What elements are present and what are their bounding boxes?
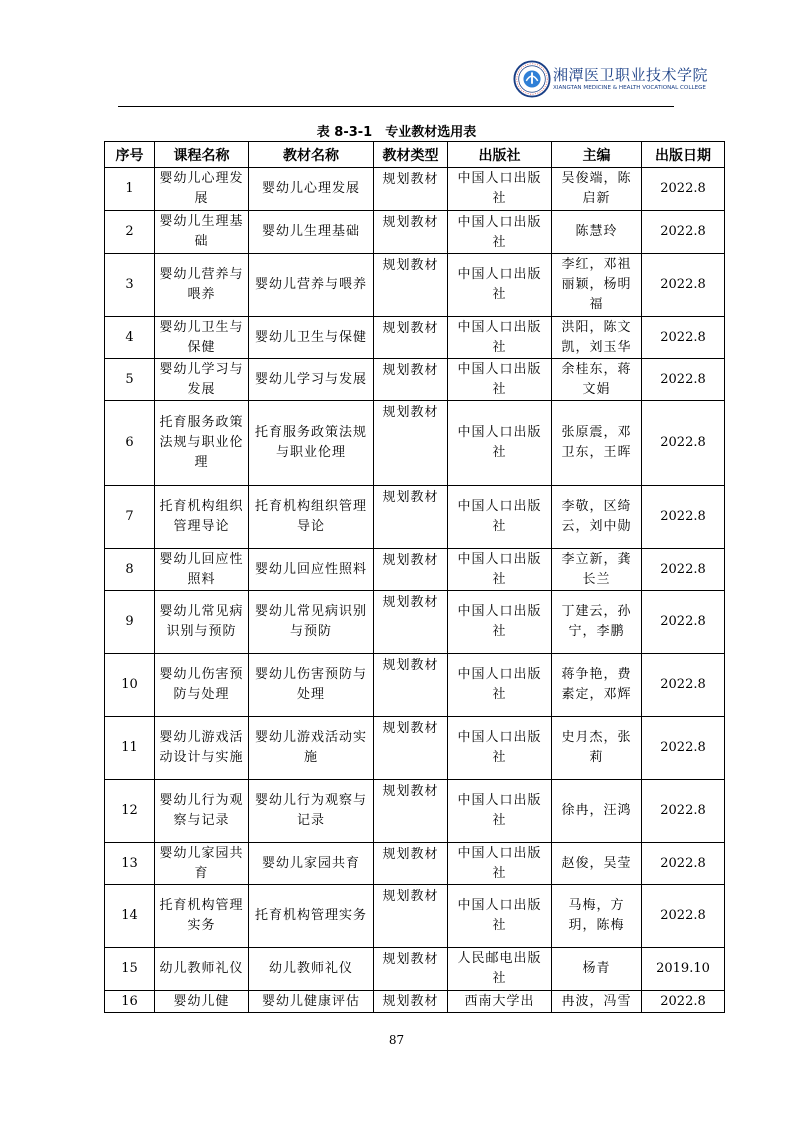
cell-publisher: 中国人口出版社 — [448, 549, 552, 591]
cell-publisher: 中国人口出版社 — [448, 254, 552, 317]
school-name: 湘潭医卫职业技术学院 — [553, 66, 709, 84]
cell-course: 婴幼儿卫生与保健 — [155, 317, 249, 359]
cell-no: 3 — [105, 254, 155, 317]
cell-type: 规划教材 — [374, 717, 448, 780]
page-header — [0, 0, 793, 110]
cell-book: 婴幼儿伤害预防与处理 — [249, 654, 374, 717]
cell-no: 15 — [105, 948, 155, 991]
cell-no: 7 — [105, 486, 155, 549]
cell-editor: 李红，邓祖丽颖，杨明福 — [552, 254, 642, 317]
cell-book: 婴幼儿学习与发展 — [249, 359, 374, 401]
cell-editor: 史月杰，张莉 — [552, 717, 642, 780]
column-header-book: 教材名称 — [249, 142, 374, 168]
cell-editor: 洪阳，陈文凯，刘玉华 — [552, 317, 642, 359]
cell-date: 2022.8 — [642, 211, 725, 254]
cell-book: 婴幼儿生理基础 — [249, 211, 374, 254]
table-row — [105, 486, 725, 549]
table-row — [105, 654, 725, 717]
cell-type: 规划教材 — [374, 486, 448, 549]
column-header-date: 出版日期 — [642, 142, 725, 168]
table-row — [105, 549, 725, 591]
cell-editor: 赵俊，吴莹 — [552, 843, 642, 885]
cell-course: 托育服务政策法规与职业伦理 — [155, 401, 249, 486]
cell-no: 13 — [105, 843, 155, 885]
cell-publisher: 中国人口出版社 — [448, 317, 552, 359]
cell-book: 婴幼儿健康评估 — [249, 991, 374, 1013]
cell-type: 规划教材 — [374, 168, 448, 211]
cell-date: 2022.8 — [642, 885, 725, 948]
cell-date: 2022.8 — [642, 780, 725, 843]
cell-book: 托育服务政策法规与职业伦理 — [249, 401, 374, 486]
cell-course: 幼儿教师礼仪 — [155, 948, 249, 991]
cell-date: 2022.8 — [642, 317, 725, 359]
cell-editor: 李敬，区绮云，刘中勋 — [552, 486, 642, 549]
header-divider — [118, 106, 674, 107]
table-row — [105, 843, 725, 885]
cell-editor: 陈慧玲 — [552, 211, 642, 254]
cell-publisher: 中国人口出版社 — [448, 486, 552, 549]
cell-no: 14 — [105, 885, 155, 948]
school-name-english: XIANGTAN MEDICINE & HEALTH VOCATIONAL COLLEGE — [553, 85, 706, 91]
cell-book: 婴幼儿家园共育 — [249, 843, 374, 885]
cell-course: 婴幼儿游戏活动设计与实施 — [155, 717, 249, 780]
textbook-table — [104, 141, 725, 1013]
cell-type: 规划教材 — [374, 401, 448, 486]
column-header-type: 教材类型 — [374, 142, 448, 168]
cell-no: 11 — [105, 717, 155, 780]
cell-date: 2022.8 — [642, 254, 725, 317]
table-row — [105, 991, 725, 1013]
cell-date: 2022.8 — [642, 991, 725, 1013]
cell-no: 8 — [105, 549, 155, 591]
table-row — [105, 948, 725, 991]
cell-date: 2022.8 — [642, 359, 725, 401]
cell-course: 婴幼儿生理基础 — [155, 211, 249, 254]
cell-date: 2019.10 — [642, 948, 725, 991]
table-row — [105, 401, 725, 486]
cell-editor: 马梅，方玥，陈梅 — [552, 885, 642, 948]
cell-no: 6 — [105, 401, 155, 486]
cell-type: 规划教材 — [374, 654, 448, 717]
column-header-course: 课程名称 — [155, 142, 249, 168]
cell-date: 2022.8 — [642, 654, 725, 717]
cell-type: 规划教材 — [374, 549, 448, 591]
cell-no: 2 — [105, 211, 155, 254]
cell-no: 9 — [105, 591, 155, 654]
cell-book: 婴幼儿游戏活动实施 — [249, 717, 374, 780]
cell-editor: 冉波，冯雪 — [552, 991, 642, 1013]
cell-editor: 张原震，邓卫东，王晖 — [552, 401, 642, 486]
cell-publisher: 中国人口出版社 — [448, 885, 552, 948]
page-number: 87 — [388, 1033, 405, 1047]
column-header-no: 序号 — [105, 142, 155, 168]
cell-type: 规划教材 — [374, 317, 448, 359]
cell-course: 托育机构管理实务 — [155, 885, 249, 948]
cell-publisher: 中国人口出版社 — [448, 168, 552, 211]
table-row — [105, 359, 725, 401]
cell-date: 2022.8 — [642, 168, 725, 211]
cell-date: 2022.8 — [642, 717, 725, 780]
cell-course: 婴幼儿健 — [155, 991, 249, 1013]
cell-publisher: 中国人口出版社 — [448, 211, 552, 254]
cell-book: 婴幼儿行为观察与记录 — [249, 780, 374, 843]
cell-type: 规划教材 — [374, 254, 448, 317]
cell-editor: 吴俊端，陈启新 — [552, 168, 642, 211]
cell-no: 12 — [105, 780, 155, 843]
cell-book: 幼儿教师礼仪 — [249, 948, 374, 991]
cell-course: 婴幼儿伤害预防与处理 — [155, 654, 249, 717]
cell-course: 婴幼儿学习与发展 — [155, 359, 249, 401]
cell-type: 规划教材 — [374, 591, 448, 654]
cell-type: 规划教材 — [374, 359, 448, 401]
cell-date: 2022.8 — [642, 486, 725, 549]
cell-editor: 丁建云，孙宁，李鹏 — [552, 591, 642, 654]
column-header-publisher: 出版社 — [448, 142, 552, 168]
cell-editor: 李立新，龚长兰 — [552, 549, 642, 591]
cell-no: 5 — [105, 359, 155, 401]
cell-book: 婴幼儿回应性照料 — [249, 549, 374, 591]
cell-course: 托育机构组织管理导论 — [155, 486, 249, 549]
cell-publisher: 中国人口出版社 — [448, 717, 552, 780]
cell-course: 婴幼儿常见病识别与预防 — [155, 591, 249, 654]
table-row — [105, 254, 725, 317]
college-logo-icon — [513, 60, 551, 98]
cell-editor: 余桂东，蒋文娟 — [552, 359, 642, 401]
table-title: 表 8-3-1 专业教材选用表 — [316, 125, 477, 140]
cell-publisher: 人民邮电出版社 — [448, 948, 552, 991]
cell-publisher: 中国人口出版社 — [448, 780, 552, 843]
cell-type: 规划教材 — [374, 991, 448, 1013]
cell-book: 婴幼儿卫生与保健 — [249, 317, 374, 359]
cell-editor: 杨青 — [552, 948, 642, 991]
cell-publisher: 中国人口出版社 — [448, 359, 552, 401]
cell-course: 婴幼儿行为观察与记录 — [155, 780, 249, 843]
table-row — [105, 717, 725, 780]
cell-no: 10 — [105, 654, 155, 717]
cell-type: 规划教材 — [374, 885, 448, 948]
cell-type: 规划教材 — [374, 948, 448, 991]
cell-no: 1 — [105, 168, 155, 211]
cell-course: 婴幼儿回应性照料 — [155, 549, 249, 591]
cell-publisher: 中国人口出版社 — [448, 843, 552, 885]
cell-book: 托育机构管理实务 — [249, 885, 374, 948]
table-row — [105, 211, 725, 254]
cell-book: 婴幼儿常见病识别与预防 — [249, 591, 374, 654]
table-row — [105, 168, 725, 211]
cell-date: 2022.8 — [642, 843, 725, 885]
cell-editor: 蒋争艳，费素定，邓辉 — [552, 654, 642, 717]
table-row — [105, 780, 725, 843]
cell-type: 规划教材 — [374, 211, 448, 254]
cell-course: 婴幼儿心理发展 — [155, 168, 249, 211]
cell-publisher: 中国人口出版社 — [448, 591, 552, 654]
cell-date: 2022.8 — [642, 549, 725, 591]
table-row — [105, 885, 725, 948]
cell-no: 4 — [105, 317, 155, 359]
cell-publisher: 西南大学出 — [448, 991, 552, 1013]
cell-date: 2022.8 — [642, 401, 725, 486]
cell-date: 2022.8 — [642, 591, 725, 654]
cell-book: 婴幼儿营养与喂养 — [249, 254, 374, 317]
cell-publisher: 中国人口出版社 — [448, 401, 552, 486]
cell-course: 婴幼儿家园共育 — [155, 843, 249, 885]
cell-publisher: 中国人口出版社 — [448, 654, 552, 717]
cell-course: 婴幼儿营养与喂养 — [155, 254, 249, 317]
cell-book: 婴幼儿心理发展 — [249, 168, 374, 211]
cell-type: 规划教材 — [374, 843, 448, 885]
table-row — [105, 591, 725, 654]
cell-editor: 徐冉，汪鸿 — [552, 780, 642, 843]
cell-no: 16 — [105, 991, 155, 1013]
cell-type: 规划教材 — [374, 780, 448, 843]
table-header-row — [105, 142, 725, 168]
table-row — [105, 317, 725, 359]
column-header-editor: 主编 — [552, 142, 642, 168]
cell-book: 托育机构组织管理导论 — [249, 486, 374, 549]
